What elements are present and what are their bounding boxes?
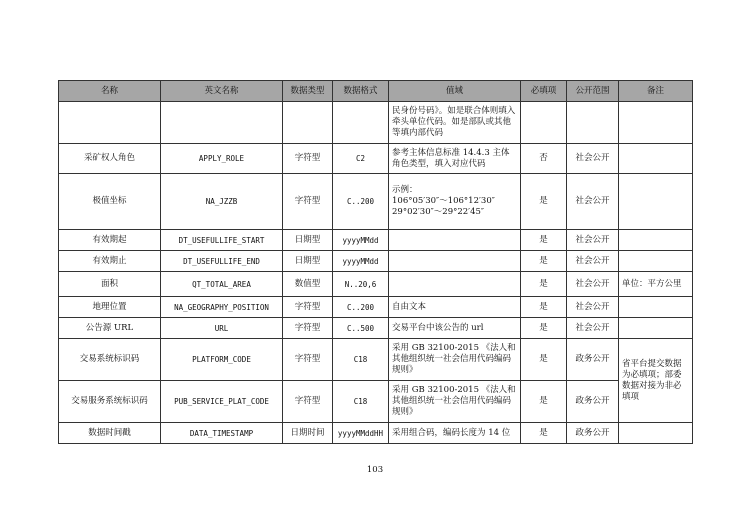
cell-format: C18 [333,339,389,381]
cell-note [619,251,693,272]
table-row [59,318,693,339]
cell-scope [567,102,619,144]
cell-dtype: 字符型 [283,339,333,381]
cell-format: N..20,6 [333,272,389,297]
cell-scope: 社会公开 [567,272,619,297]
table-row [59,230,693,251]
cell-dtype: 字符型 [283,297,333,318]
table-header-row [59,81,693,102]
table-row [59,102,693,144]
cell-name: 数据时间戳 [59,423,161,444]
cell-format: yyyyMMddHH [333,423,389,444]
cell-note [619,318,693,339]
header-note: 备注 [619,81,693,102]
cell-dtype: 字符型 [283,318,333,339]
cell-english: DT_USEFULLIFE_START [161,230,283,251]
cell-scope: 政务公开 [567,423,619,444]
data-spec-table [58,80,693,444]
cell-domain [389,251,521,272]
header-public-scope: 公开范围 [567,81,619,102]
cell-required: 是 [521,272,567,297]
cell-english: DATA_TIMESTAMP [161,423,283,444]
table-row [59,144,693,174]
cell-required: 否 [521,144,567,174]
cell-name: 交易系统标识码 [59,339,161,381]
cell-note [619,297,693,318]
cell-name: 极值坐标 [59,174,161,230]
cell-english: NA_GEOGRAPHY_POSITION [161,297,283,318]
cell-name: 公告源 URL [59,318,161,339]
header-name: 名称 [59,81,161,102]
cell-required: 是 [521,339,567,381]
cell-scope: 社会公开 [567,174,619,230]
cell-english: PLATFORM_CODE [161,339,283,381]
table-row [59,297,693,318]
table-row [59,251,693,272]
cell-required: 是 [521,381,567,423]
table-row [59,272,693,297]
header-data-format: 数据格式 [333,81,389,102]
cell-scope: 社会公开 [567,144,619,174]
table-row [59,174,693,230]
cell-note [619,174,693,230]
cell-domain: 参考主体信息标准 14.4.3 主体角色类型，填入对应代码 [389,144,521,174]
cell-note [619,102,693,144]
cell-dtype: 日期型 [283,251,333,272]
cell-dtype: 字符型 [283,174,333,230]
cell-scope: 社会公开 [567,297,619,318]
cell-required [521,102,567,144]
cell-scope: 社会公开 [567,318,619,339]
cell-domain: 示例： 106°05′30″～106°12′30″ 29°02′30″～29°22′45″ [389,174,521,230]
cell-note: 单位：平方公里 [619,272,693,297]
header-value-domain: 值域 [389,81,521,102]
cell-dtype [283,102,333,144]
cell-domain: 采用 GB 32100-2015 《法人和其他组织统一社会信用代码编码规则》 [389,381,521,423]
cell-english: URL [161,318,283,339]
cell-english: PUB_SERVICE_PLAT_CODE [161,381,283,423]
cell-name: 地理位置 [59,297,161,318]
cell-domain: 自由文本 [389,297,521,318]
cell-format: C..500 [333,318,389,339]
cell-format: C2 [333,144,389,174]
cell-format: C..200 [333,174,389,230]
cell-english: APPLY_ROLE [161,144,283,174]
cell-note: 省平台提交数据为必填项；部委数据对接为非必填项 [619,339,693,423]
table-row [59,423,693,444]
cell-scope: 政务公开 [567,339,619,381]
cell-format: yyyyMMdd [333,251,389,272]
cell-domain [389,272,521,297]
cell-name: 有效期止 [59,251,161,272]
cell-scope: 社会公开 [567,251,619,272]
cell-dtype: 日期型 [283,230,333,251]
header-data-type: 数据类型 [283,81,333,102]
table-row [59,381,693,423]
cell-required: 是 [521,318,567,339]
cell-english: QT_TOTAL_AREA [161,272,283,297]
cell-domain: 采用 GB 32100-2015 《法人和其他组织统一社会信用代码编码规则》 [389,339,521,381]
cell-required: 是 [521,251,567,272]
cell-english: NA_JZZB [161,174,283,230]
cell-format: C18 [333,381,389,423]
cell-required: 是 [521,230,567,251]
cell-required: 是 [521,297,567,318]
cell-scope: 社会公开 [567,230,619,251]
cell-required: 是 [521,423,567,444]
cell-domain: 交易平台中该公告的 url [389,318,521,339]
cell-name: 面积 [59,272,161,297]
cell-format: yyyyMMdd [333,230,389,251]
cell-domain [389,230,521,251]
cell-domain: 采用组合码，编码长度为 14 位 [389,423,521,444]
cell-format: C..200 [333,297,389,318]
header-required: 必填项 [521,81,567,102]
cell-dtype: 字符型 [283,381,333,423]
cell-note [619,423,693,444]
cell-required: 是 [521,174,567,230]
header-english-name: 英文名称 [161,81,283,102]
cell-note [619,230,693,251]
cell-dtype: 字符型 [283,144,333,174]
cell-note [619,144,693,174]
cell-name [59,102,161,144]
cell-name: 有效期起 [59,230,161,251]
cell-domain: 民身份号码》。如是联合体则填入牵头单位代码。如是部队或其他等填内部代码 [389,102,521,144]
page-number: 103 [366,465,384,475]
cell-format [333,102,389,144]
cell-name: 采矿权人角色 [59,144,161,174]
cell-dtype: 数值型 [283,272,333,297]
table-row [59,339,693,381]
cell-english [161,102,283,144]
cell-scope: 政务公开 [567,381,619,423]
cell-name: 交易服务系统标识码 [59,381,161,423]
cell-dtype: 日期时间 [283,423,333,444]
cell-english: DT_USEFULLIFE_END [161,251,283,272]
